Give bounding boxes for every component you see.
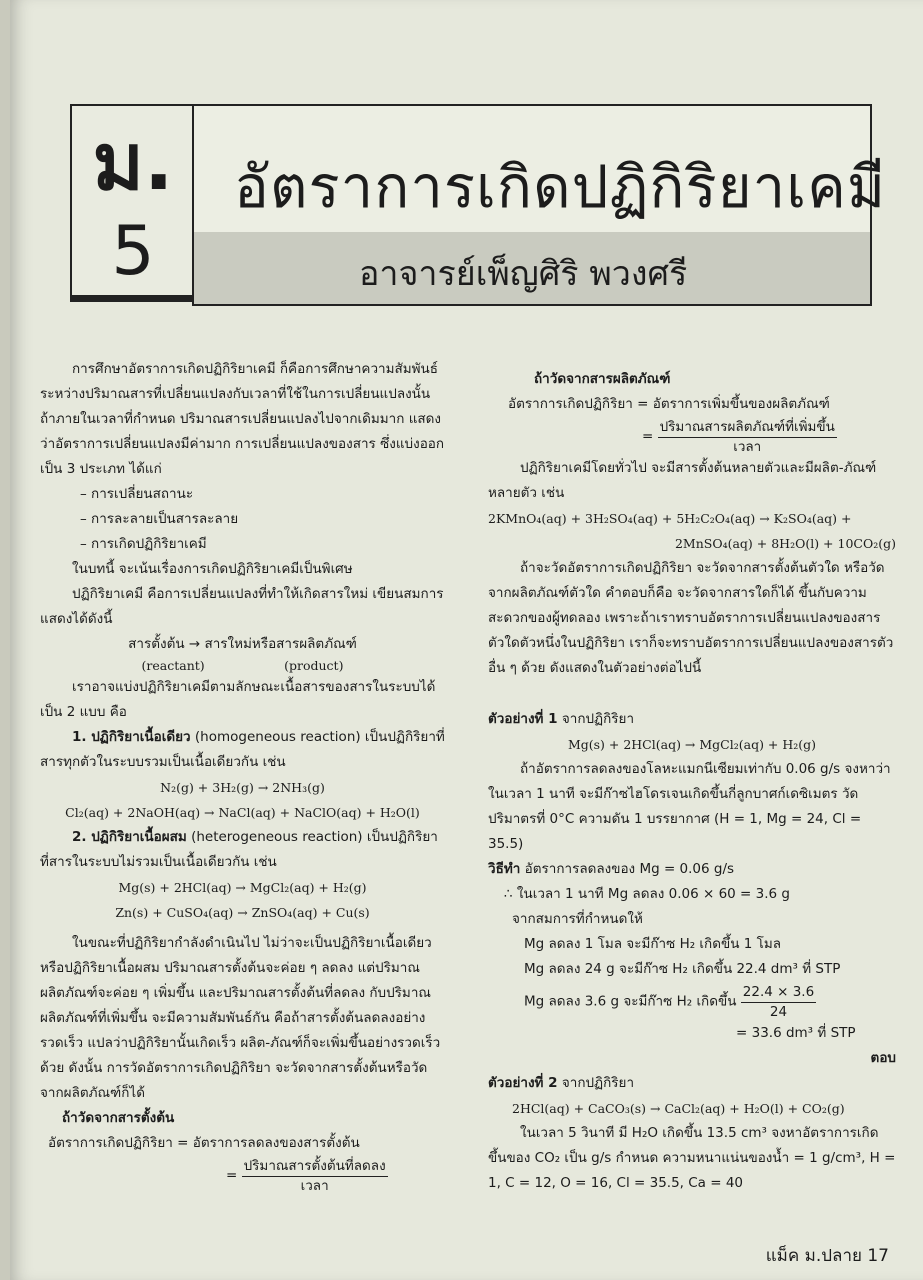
example-2-question: ในเวลา 5 วินาที มี H₂O เกิดขึ้น 13.5 cm³ จงหาอัตราการเกิดขึ้นของ CO₂ เป็น g/s กำหนด ความหนาแน่นของน้ำ = 1 g/cm³, H = 1, C = 12, O = 16, Cl = 35.5, Ca = 40 bbox=[488, 1125, 896, 1191]
answer-label: ตอบ bbox=[870, 1050, 896, 1066]
fraction-denominator: เวลา bbox=[733, 439, 762, 455]
heterogeneous-text: (heterogeneous reaction) เป็นปฏิกิริยาที่สารในระบบไม่รวมเป็นเนื้อเดียวกัน เช่น bbox=[40, 829, 438, 870]
equation: 2HCl(aq) + CaCO₃(s) → CaCl₂(aq) + H₂O(l) + CO₂(g) bbox=[512, 1101, 845, 1116]
title-box bbox=[192, 104, 887, 234]
reaction-scheme-english: (reactant) (product) bbox=[141, 658, 344, 673]
intro-paragraph: การศึกษาอัตราการเกิดปฏิกิริยาเคมี ก็คือการศึกษาความสัมพันธ์ระหว่างปริมาณสารที่เปลี่ยนแปลงกับเวลาที่ใช้ในการเปลี่ยนแปลงนั้น ถ้าภายในเวลาที่กำหนด ปริมาณสารเปลี่ยนแปลงไปจากเดิมมาก แสดงว่าอัตราการเปลี่ยนแปลงมีค่ามาก การเปลี่ยนแปลงของสาร ซึ่งแบ่งออกเป็น 3 ประเภท ได้แก่ bbox=[40, 361, 445, 477]
equation: Mg(s) + 2HCl(aq) → MgCl₂(aq) + H₂(g) bbox=[567, 737, 817, 752]
solution-fraction bbox=[741, 982, 816, 1021]
equation: 2KMnO₄(aq) + 3H₂SO₄(aq) + 5H₂C₂O₄(aq) → K₂SO₄(aq) + bbox=[488, 511, 852, 526]
solution-line: Mg ลดลง 1 โมล จะมีก๊าซ H₂ เกิดขึ้น 1 โมล bbox=[524, 936, 782, 952]
reaction-scheme: สารตั้งต้น → สารใหม่หรือสารผลิตภัณฑ์ bbox=[128, 636, 357, 652]
example-1-question: ถ้าอัตราการลดลงของโลหะแมกนีเซียมเท่ากับ 0.06 g/s จงหาว่าในเวลา 1 นาที จะมีก๊าซไฮโดรเจนเกิดขึ้นกี่ลูกบาศก์เดซิเมตร วัดปริมาตรที่ 0°C ความดัน 1 บรรยากาศ (H = 1, Mg = 24, Cl = 35.5) bbox=[488, 761, 891, 852]
fraction-denominator: 24 bbox=[769, 1004, 788, 1020]
rate-paragraph: ในขณะที่ปฏิกิริยากำลังดำเนินไป ไม่ว่าจะเป็นปฏิกิริยาเนื้อเดียวหรือปฏิกิริยาเนื้อผสม ปริมาณสารตั้งต้นจะค่อย ๆ ลดลง แต่ปริมาณผลิตภัณฑ์จะค่อย ๆ เพิ่มขึ้น และปริมาณสารตั้งต้นที่ลดลง กับปริมาณผลิตภัณฑ์ที่เพิ่มขึ้น จะมีความสัมพันธ์กัน คือถ้าสารตั้งต้นลดลงอย่างรวดเร็ว แปลว่าปฏิกิริยานั้นเกิดเร็ว ผลิต-ภัณฑ์ก็จะเพิ่มขึ้นอย่างรวดเร็วด้วย ดังนั้น การวัดอัตราการเกิดปฏิกิริยา จะวัดจากสารตั้งต้นหรือวัดจากผลิตภัณฑ์ก็ได้ bbox=[40, 935, 441, 1101]
rate-fraction bbox=[242, 1156, 388, 1195]
heterogeneous-heading: 2. ปฏิกิริยาเนื้อผสม bbox=[72, 829, 187, 845]
reactant-heading: ถ้าวัดจากสารตั้งต้น bbox=[62, 1110, 175, 1126]
solution-line: ∴ ในเวลา 1 นาที Mg ลดลง 0.06 × 60 = 3.6 g bbox=[504, 886, 790, 902]
rate-label: อัตราการเกิดปฏิกิริยา = bbox=[508, 396, 649, 412]
solution-heading: วิธีทำ bbox=[488, 861, 521, 877]
page-title: อัตราการเกิดปฏิกิริยาเคมี bbox=[234, 153, 887, 221]
fraction-numerator: ปริมาณสารตั้งต้นที่ลดลง bbox=[242, 1156, 388, 1177]
list-item: – การเปลี่ยนสถานะ bbox=[80, 486, 194, 502]
fraction-numerator: 22.4 × 3.6 bbox=[741, 982, 816, 1003]
level-label: ม. bbox=[92, 118, 174, 208]
focus-paragraph: ในบทนี้ จะเน้นเรื่องการเกิดปฏิกิริยาเคมีเป็นพิเศษ bbox=[72, 561, 353, 577]
equation: N₂(g) + 3H₂(g) → 2NH₃(g) bbox=[160, 780, 325, 795]
example-2-intro: จากปฏิกิริยา bbox=[561, 1075, 635, 1091]
multi-reactant-paragraph: ปฏิกิริยาเคมีโดยทั่วไป จะมีสารตั้งต้นหลายตัวและมีผลิต-ภัณฑ์หลายตัว เช่น bbox=[488, 460, 877, 501]
solution-line: จากสมการที่กำหนดให้ bbox=[512, 911, 643, 927]
equation: 2MnSO₄(aq) + 8H₂O(l) + 10CO₂(g) bbox=[674, 536, 896, 551]
equation: Mg(s) + 2HCl(aq) → MgCl₂(aq) + H₂(g) bbox=[118, 880, 367, 895]
solution-line: อัตราการลดลงของ Mg = 0.06 g/s bbox=[524, 861, 735, 877]
measurement-paragraph: ถ้าจะวัดอัตราการเกิดปฏิกิริยา จะวัดจากสารตั้งต้นตัวใด หรือวัดจากผลิตภัณฑ์ตัวใด คำตอบก็คือ จะวัดจากสารใดก็ได้ ขึ้นกับความสะดวกของผู้ทดลอง เพราะถ้าเราทราบอัตราการเปลี่ยนแปลงของสารตัวใดตัวหนึ่งในปฏิกิริยา เราก็จะทราบอัตราการเปลี่ยนแปลงของสารตัวอื่น ๆ ด้วย ดังแสดงในตัวอย่างต่อไปนี้ bbox=[488, 560, 894, 676]
list-item: – การเกิดปฏิกิริยาเคมี bbox=[80, 536, 207, 552]
equation: Cl₂(aq) + 2NaOH(aq) → NaCl(aq) + NaClO(aq) + H₂O(l) bbox=[65, 805, 420, 820]
product-heading: ถ้าวัดจากสารผลิตภัณฑ์ bbox=[534, 371, 671, 387]
rate-fraction bbox=[658, 417, 837, 456]
header-divider bbox=[192, 104, 194, 304]
solution-line: Mg ลดลง 3.6 g จะมีก๊าซ H₂ เกิดขึ้น bbox=[524, 993, 737, 1010]
author-box bbox=[192, 232, 872, 306]
example-1-heading: ตัวอย่างที่ 1 bbox=[488, 711, 558, 727]
classification-paragraph: เราอาจแบ่งปฏิกิริยาเคมีตามลักษณะเนื้อสารของสารในระบบได้เป็น 2 แบบ คือ bbox=[40, 679, 436, 720]
author-name: อาจารย์เพ็ญศิริ พวงศรี bbox=[359, 254, 688, 294]
left-column: การศึกษาอัตราการเกิดปฏิกิริยาเคมี ก็คือการศึกษาความสัมพันธ์ระหว่างปริมาณสารที่เปลี่ยนแปลงกับเวลาที่ใช้ในการเปลี่ยนแปลงนั้น ถ้าภายในเวลาที่กำหนด ปริมาณสารเปลี่ยนแปลงไปจากเดิมมาก แสดงว่าอัตราการเปลี่ยนแปลงมีค่ามาก การเปลี่ยนแปลงของสาร ซึ่งแบ่งออกเป็น 3 ประเภท ได้แก่ – การเปลี่ยนสถานะ – การละลายเป็นสารละลาย – การเกิดปฏิกิริยาเคมี ในบทนี้ จะเน้นเรื่องการเกิดปฏิกิริยาเคมีเป็นพิเศษ ปฏิกิริยาเคมี คือการเปลี่ยนแปลงที่ทำให้เกิดสารใหม่ เขียนสมการแสดงได้ดังนี้ สารตั้งต้น → สารใหม่หรือสารผลิตภัณฑ์ (reactant) (product) เราอาจแบ่งปฏิกิริยาเคมีตามลักษณะเนื้อสารของสารในระบบได้เป็น 2 แบบ คือ 1. ปฏิกิริยาเนื้อเดียว (homogeneous reaction) เป็นปฏิกิริยาที่สารทุกตัวในระบบรวมเป็นเนื้อเดียวกัน เช่น N₂(g) + 3H₂(g) → 2NH₃(g) Cl₂(aq) + 2NaOH(aq) → NaCl(aq) + NaClO(aq) + H₂O(l) 2. ปฏิกิริยาเนื้อผสม (heterogeneous reaction) เป็นปฏิกิริยาที่สารในระบบไม่รวมเป็นเนื้อเดียวกัน เช่น Mg(s) + 2HCl(aq) → MgCl₂(aq) + H₂(g) Zn(s) + CuSO₄(aq) → ZnSO₄(aq) + Cu(s) ในขณะที่ปฏิกิริยากำลังดำเนินไป ไม่ว่าจะเป็นปฏิกิริยาเนื้อเดียวหรือปฏิกิริยาเนื้อผสม ปริมาณสารตั้งต้นจะค่อย ๆ ลดลง แต่ปริมาณผลิตภัณฑ์จะค่อย ๆ เพิ่มขึ้น และปริมาณสารตั้งต้นที่ลดลง กับปริมาณผลิตภัณฑ์ที่เพิ่มขึ้น จะมีความสัมพันธ์กัน คือถ้าสารตั้งต้นลดลงอย่างรวดเร็ว แปลว่าปฏิกิริยานั้นเกิดเร็ว ผลิต-ภัณฑ์ก็จะเพิ่มขึ้นอย่างรวดเร็วด้วย ดังนั้น การวัดอัตราการเกิดปฏิกิริยา จะวัดจากสารตั้งต้นหรือวัดจากผลิตภัณฑ์ก็ได้ ถ้าวัดจากสารตั้งต้น อัตราการเกิดปฏิกิริยา = อัตราการลดลงของสารตั้งต้น = $\frac{\text{ปริมาณสารตั้งต้นที่ลดลง}}{\text{เวลา}}$ bbox=[40, 357, 445, 1195]
equation: Zn(s) + CuSO₄(aq) → ZnSO₄(aq) + Cu(s) bbox=[115, 905, 370, 920]
fraction-numerator: ปริมาณสารผลิตภัณฑ์ที่เพิ่มขึ้น bbox=[658, 417, 837, 438]
level-box-underline bbox=[70, 295, 194, 302]
homogeneous-heading: 1. ปฏิกิริยาเนื้อเดียว bbox=[72, 729, 191, 745]
level-number: 5 bbox=[111, 212, 155, 291]
right-column: ถ้าวัดจากสารผลิตภัณฑ์ อัตราการเกิดปฏิกิริยา = อัตราการเพิ่มขึ้นของผลิตภัณฑ์ = $\frac{\text{ปริมาณสารผลิตภัณฑ์ที่เพิ่มขึ้น}}{\text{เวลา}}$ ปฏิกิริยาเคมีโดยทั่วไป จะมีสารตั้งต้นหลายตัวและมีผลิต-ภัณฑ์หลายตัว เช่น 2KMnO₄(aq) + 3H₂SO₄(aq) + 5H₂C₂O₄(aq) → K₂SO₄(aq) + 2MnSO₄(aq) + 8H₂O(l) + 10CO₂(g) ถ้าจะวัดอัตราการเกิดปฏิกิริยา จะวัดจากสารตั้งต้นตัวใด หรือวัดจากผลิตภัณฑ์ตัวใด คำตอบก็คือ จะวัดจากสารใดก็ได้ ขึ้นกับความสะดวกของผู้ทดลอง เพราะถ้าเราทราบอัตราการเปลี่ยนแปลงของสารตัวใดตัวหนึ่งในปฏิกิริยา เราก็จะทราบอัตราการเปลี่ยนแปลงของสารตัวอื่น ๆ ด้วย ดังแสดงในตัวอย่างต่อไปนี้ ตัวอย่างที่ 1 จากปฏิกิริยา Mg(s) + 2HCl(aq) → MgCl₂(aq) + H₂(g) ถ้าอัตราการลดลงของโลหะแมกนีเซียมเท่ากับ 0.06 g/s จงหาว่าในเวลา 1 นาที จะมีก๊าซไฮโดรเจนเกิดขึ้นกี่ลูกบาศก์เดซิเมตร วัดปริมาตรที่ 0°C ความดัน 1 บรรยากาศ (H = 1, Mg = 24, Cl = 35.5) วิธีทำ อัตราการลดลงของ Mg = 0.06 g/s ∴ ในเวลา 1 นาที Mg ลดลง 0.06 × 60 = 3.6 g จากสมการที่กำหนดให้ Mg ลดลง 1 โมล จะมีก๊าซ H₂ เกิดขึ้น 1 โมล Mg ลดลง 24 g จะมีก๊าซ H₂ เกิดขึ้น 22.4 dm³ ที่ STP Mg ลดลง 3.6 g จะมีก๊าซ H₂ เกิดขึ้น $\frac{22.4 \times 3.6}{24}$ = 33.6 dm³ ที่ STP ตอบ ตัวอย่างที่ 2 จากปฏิกิริยา 2HCl(aq) + CaCO₃(s) → CaCl₂(aq) + H₂O(l) + CO₂(g) ในเวลา 5 วินาที มี H₂O เกิดขึ้น 13.5 cm³ จงหาอัตราการเกิดขึ้นของ CO₂ เป็น g/s กำหนด ความหนาแน่นของน้ำ = 1 g/cm³, H = 1, C = 12, O = 16, Cl = 35.5, Ca = 40 bbox=[488, 367, 896, 1196]
definition-paragraph: ปฏิกิริยาเคมี คือการเปลี่ยนแปลงที่ทำให้เกิดสารใหม่ เขียนสมการแสดงได้ดังนี้ bbox=[40, 586, 444, 627]
rate-definition: อัตราการเพิ่มขึ้นของผลิตภัณฑ์ bbox=[652, 396, 830, 412]
rate-definition: อัตราการลดลงของสารตั้งต้น bbox=[192, 1135, 360, 1151]
fraction-denominator: เวลา bbox=[300, 1178, 329, 1194]
solution-result: = 33.6 dm³ ที่ STP bbox=[736, 1025, 856, 1041]
example-1-intro: จากปฏิกิริยา bbox=[561, 711, 635, 727]
solution-line: Mg ลดลง 24 g จะมีก๊าซ H₂ เกิดขึ้น 22.4 dm³ ที่ STP bbox=[524, 961, 841, 977]
homogeneous-text: (homogeneous reaction) เป็นปฏิกิริยาที่สารทุกตัวในระบบรวมเป็นเนื้อเดียวกัน เช่น bbox=[40, 729, 445, 770]
example-2-heading: ตัวอย่างที่ 2 bbox=[488, 1075, 558, 1091]
page-footer: แม็ค ม.ปลาย 17 bbox=[765, 1246, 889, 1266]
list-item: – การละลายเป็นสารละลาย bbox=[80, 511, 239, 527]
level-box bbox=[70, 104, 194, 298]
rate-label: อัตราการเกิดปฏิกิริยา = bbox=[48, 1135, 189, 1151]
